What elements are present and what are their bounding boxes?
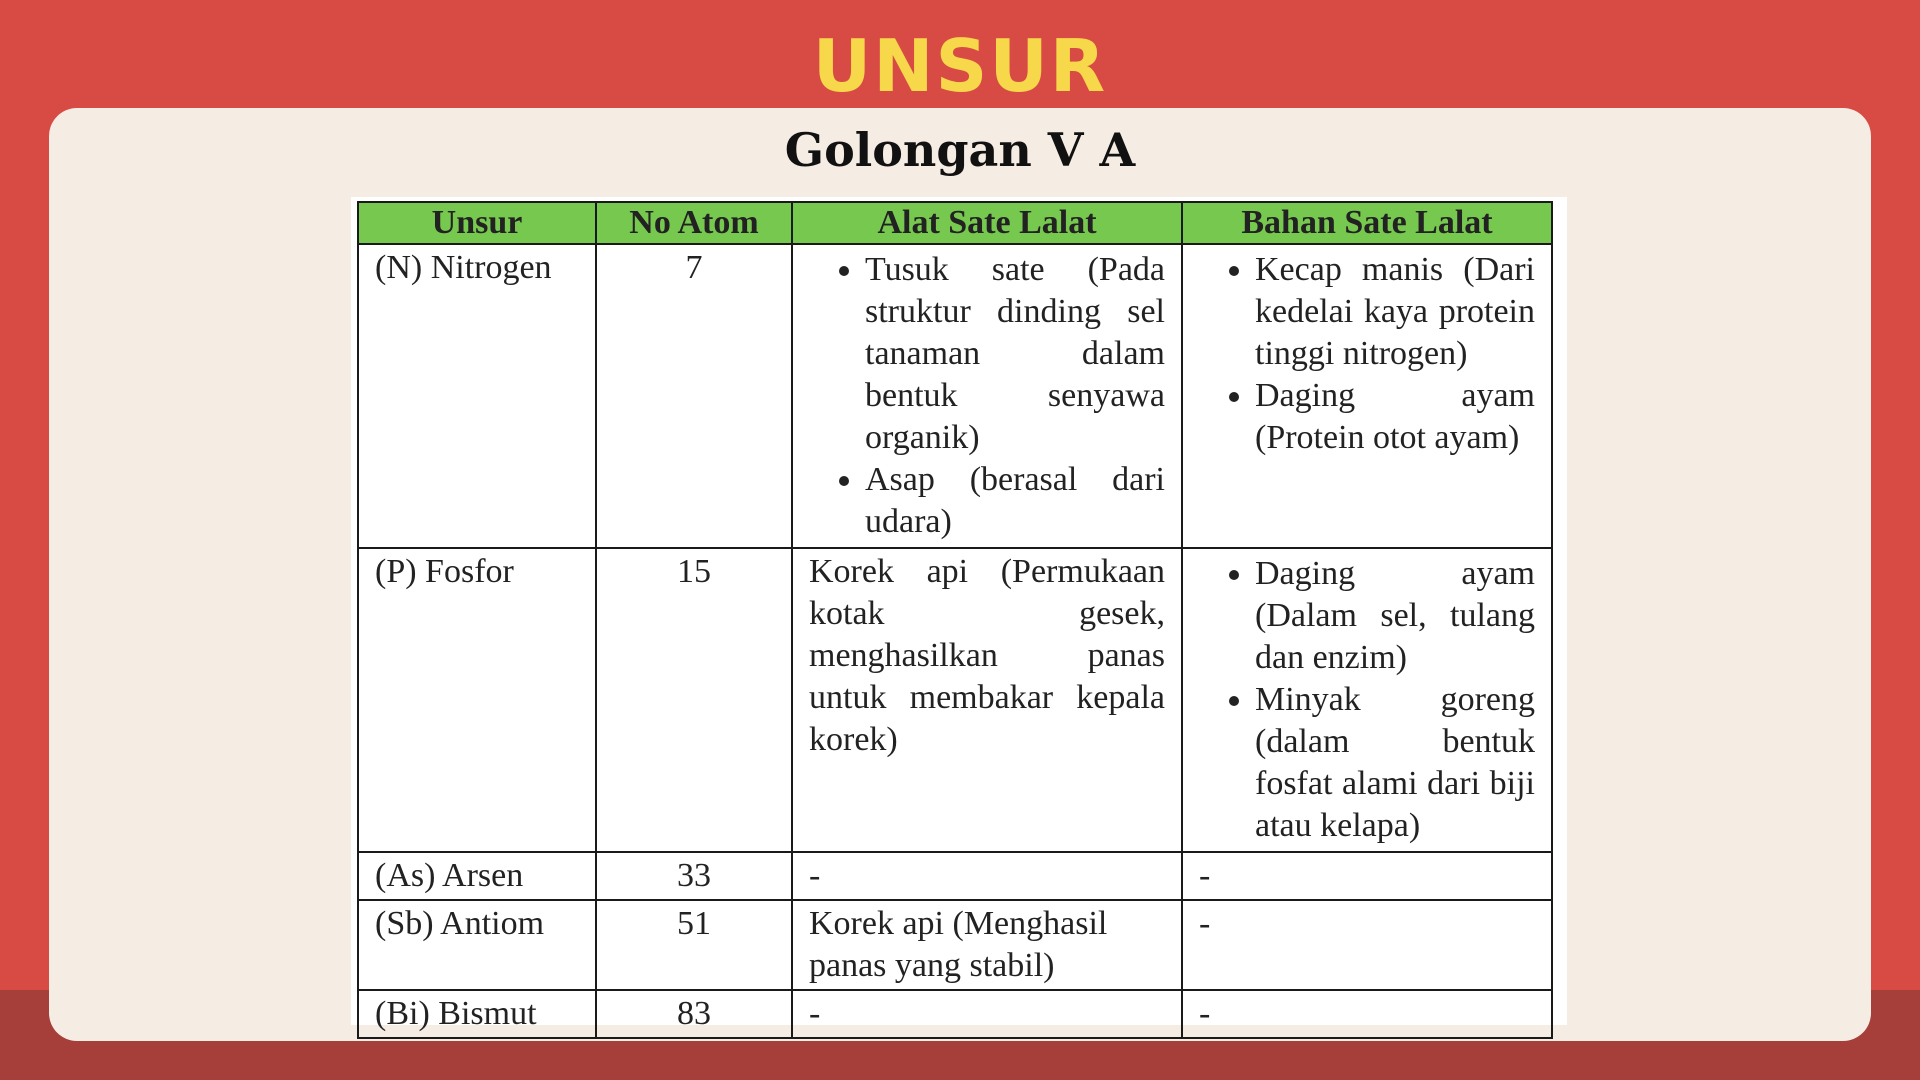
- list-item: • Kecap manis (Dari kedelai kaya protein tinggi nitrogen): [1255, 249, 1535, 375]
- list-item: • Minyak goreng (dalam bentuk fosfat alami dari biji atau kelapa): [1255, 679, 1535, 847]
- cell-atom: 33: [596, 852, 792, 900]
- cell-bahan: [1182, 244, 1552, 548]
- cell-atom: 15: [596, 548, 792, 852]
- table-image: [351, 197, 1567, 1032]
- cell-bahan: -: [1182, 852, 1552, 900]
- header-bahan: Bahan Sate Lalat: [1182, 202, 1552, 244]
- list-item: • Daging ayam (Dalam sel, tulang dan enzim): [1255, 553, 1535, 679]
- header-unsur: Unsur: [358, 202, 596, 244]
- table-row: [358, 244, 1552, 548]
- page-title: UNSUR: [812, 24, 1108, 108]
- cell-alat: -: [792, 852, 1182, 900]
- cell-alat: -: [792, 990, 1182, 1038]
- cell-atom: 7: [596, 244, 792, 548]
- cell-atom: 51: [596, 900, 792, 990]
- list-item: • Daging ayam (Protein otot ayam): [1255, 375, 1535, 459]
- table-header-row: [358, 202, 1552, 244]
- elements-table: [357, 201, 1553, 1039]
- cell-element: (N) Nitrogen: [358, 244, 596, 548]
- table-row: [358, 900, 1552, 990]
- table-row: [358, 852, 1552, 900]
- cell-bahan: -: [1182, 900, 1552, 990]
- cell-element: (P) Fosfor: [358, 548, 596, 852]
- cell-alat: Korek api (Menghasil panas yang stabil): [792, 900, 1182, 990]
- cell-alat: Korek api (Permukaan kotak gesek, menghasilkan panas untuk membakar kepala korek): [792, 548, 1182, 852]
- cell-element: (Sb) Antiom: [358, 900, 596, 990]
- cell-bahan: [1182, 548, 1552, 852]
- header-alat: Alat Sate Lalat: [792, 202, 1182, 244]
- table-row: [358, 990, 1552, 1038]
- header-no-atom: No Atom: [596, 202, 792, 244]
- page-subtitle: Golongan V A: [784, 123, 1136, 177]
- list-item: • Tusuk sate (Pada struktur dinding sel tanaman dalam bentuk senyawa organik): [865, 249, 1165, 459]
- cell-element: (As) Arsen: [358, 852, 596, 900]
- cell-alat: [792, 244, 1182, 548]
- cell-element: (Bi) Bismut: [358, 990, 596, 1038]
- cell-atom: 83: [596, 990, 792, 1038]
- table-row: [358, 548, 1552, 852]
- list-item: • Asap (berasal dari udara): [865, 459, 1165, 543]
- bahan-list: [1199, 249, 1535, 459]
- bahan-list: [1199, 553, 1535, 847]
- cell-bahan: -: [1182, 990, 1552, 1038]
- alat-list: [809, 249, 1165, 543]
